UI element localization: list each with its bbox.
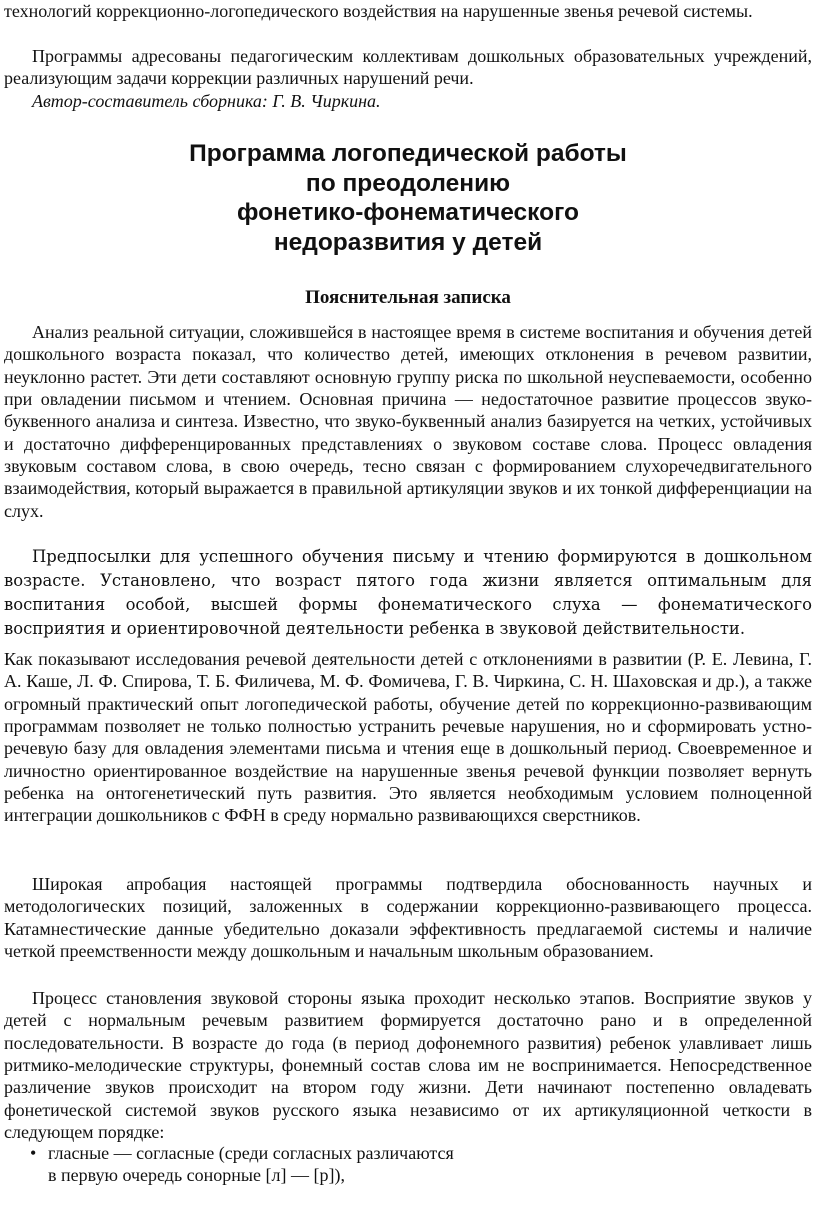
list-item-line-1: гласные — согласные (среди согласных различаются bbox=[48, 1143, 454, 1163]
program-title-line-1: Программа логопедической работы bbox=[189, 140, 627, 167]
author-line bbox=[4, 90, 812, 112]
program-title-line-3: фонетико-фонематического bbox=[237, 199, 579, 226]
author-line-text: Автор-составитель сборника: Г. В. Чиркина. bbox=[32, 91, 381, 111]
sound-order-list bbox=[30, 1142, 790, 1187]
list-item-line-2: в первую очередь сонорные [л] — [р]), bbox=[48, 1165, 345, 1186]
bullet-marker: • bbox=[30, 1143, 37, 1163]
body-paragraph-4 bbox=[4, 873, 812, 962]
list-item bbox=[30, 1142, 790, 1187]
body-paragraph-5-text: Процесс становления звуковой стороны языка проходит несколько этапов. Восприятие звуков у детей с нормальным речевым развитием формируется достаточно рано и в определенной последовательности. В возрасте до года (в период дофонемного развития) ребенок улавливает лишь ритмико-мелодические структуры, фонемный состав слова им не воспринимается. Непосредственное различение звуков происходит на втором году жизни. Дети начинают постепенно овладевать фонетической системой звуков русского языка независимо от их артикуляционной четкости в следующем порядке: bbox=[4, 988, 812, 1143]
program-title-line-4: недоразвития у детей bbox=[273, 228, 543, 256]
intro-paragraph-audience bbox=[4, 45, 812, 90]
program-title-line-2: по преодолению bbox=[305, 169, 511, 197]
body-paragraph-1 bbox=[4, 321, 812, 522]
body-paragraph-2-text: Предпосылки для успешного обучения письму и чтению формируются в дошкольном возрасте. Установлено, что возраст пятого года жизни является оптимальным для воспитания особой, высшей формы фонематического слуха — фонематического восприятия и ориентировочной деятельности ребенка в звуковой действительности. bbox=[4, 547, 812, 638]
body-paragraph-4-text: Широкая апробация настоящей программы подтвердила обоснованность научных и методологических позиций, заложенных в содержании коррекционно-развивающего процесса. Катамнестические данные убедительно доказали эффективность предлагаемой системы и наличие четкой преемственности между дошкольным и начальным школьным образованием. bbox=[4, 874, 812, 962]
body-paragraph-2 bbox=[4, 545, 812, 641]
section-subtitle: Пояснительная записка bbox=[305, 287, 511, 308]
intro-paragraph-audience-text: Программы адресованы педагогическим коллективам дошкольных образовательных учреждений, реализующим задачи коррекции различных нарушений речи. bbox=[4, 46, 812, 89]
body-paragraph-3: Как показывают исследования речевой деятельности детей с отклонениями в развитии (Р. Е. Левина, Г. А. Каше, Л. Ф. Спирова, Т. Б. Филичева, М. Ф. Фомичева, Г. В. Чиркина, С. Н. Шаховская и др.), а также огромный практический опыт логопедической работы, обучение детей по коррекционно-развивающим программам позволяет не только полностью устранить речевые нарушения, но и сформировать устно-речевую базу для овладения элементами письма и чтения еще в дошкольный период. Своевременное и личностно ориентированное воздействие на нарушенные звенья речевой функции позволяет вернуть ребенка на онтогенетический путь развития. Это является необходимым условием полноценной интеграции дошкольников с ФФН в среду нормально развивающихся сверстников. bbox=[4, 649, 812, 826]
body-paragraph-1-text: Анализ реальной ситуации, сложившейся в настоящее время в системе воспитания и обучения детей дошкольного возраста показал, что количество детей, имеющих отклонения в речевом развитии, неуклонно растет. Эти дети составляют основную группу риска по школьной неуспеваемости, особенно при овладении письмом и чтением. Основная причина — недостаточное развитие процессов звуко-буквенного анализа и синтеза. Известно, что звуко-буквенный анализ базируется на четких, устойчивых и достаточно дифференцированных представлениях о звуковом составе слова. Процесс овладения звуковым составом слова, в свою очередь, тесно связан с формированием слухоречедвигательного взаимодействия, который выражается в правильной артикуляции звуков и их тонкой дифференциации на слух. bbox=[4, 322, 812, 521]
body-paragraph-5 bbox=[4, 987, 812, 1143]
program-title bbox=[100, 139, 716, 257]
intro-paragraph-continuation: технологий коррекционно-логопедического воздействия на нарушенные звенья речевой системы. bbox=[4, 1, 753, 21]
